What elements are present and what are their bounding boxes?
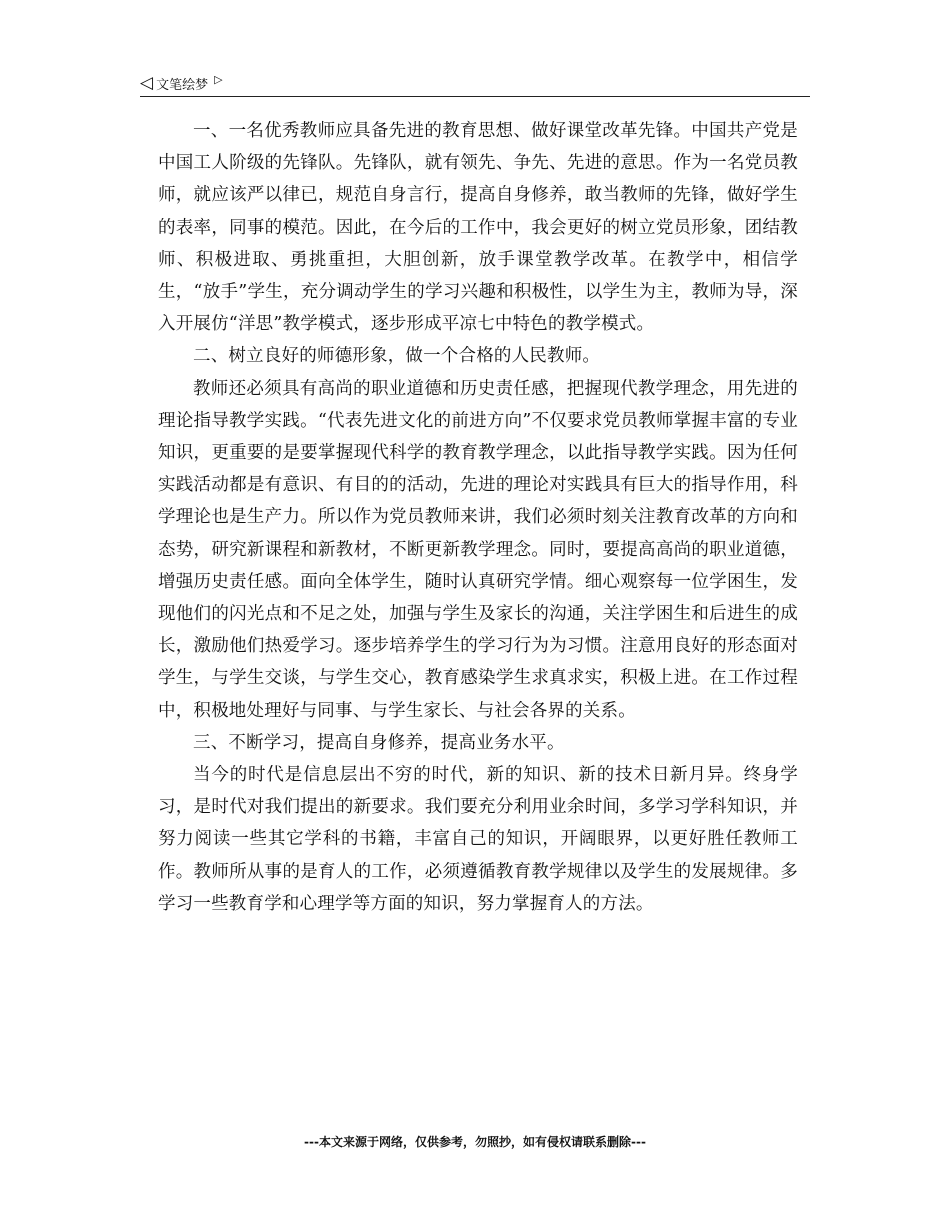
document-body	[158, 115, 798, 920]
paragraph-4-heading: 三、不断学习，提高自身修养，提高业务水平。	[193, 732, 565, 753]
paragraph-1: 一、一名优秀教师应具备先进的教育思想、做好课堂改革先锋。中国共产党是中国工人阶级的先锋队。先锋队，就有领先、争先、先进的意思。作为一名党员教师，就应该严以律已，规范自身言行，提高自身修养，敢当教师的先锋，做好学生的表率，同事的模范。因此，在今后的工作中，我会更好的树立党员形象，团结教师、积极进取、勇挑重担，大胆创新，放手课堂教学改革。在教学中，相信学生，“放手”学生，充分调动学生的学习兴趣和积极性，以学生为主，教师为导，深入开展仿“洋思”教学模式，逐步形成平凉七中特色的教学模式。	[158, 121, 798, 335]
paragraph-5: 当今的时代是信息层出不穷的时代，新的知识、新的技术日新月异。终身学习，是时代对我们提出的新要求。我们要充分利用业余时间，多学习学科知识，并努力阅读一些其它学科的书籍，丰富自己的知识，开阔眼界，以更好胜任教师工作。教师所从事的是育人的工作，必须遵循教育教学规律以及学生的发展规律。多学习一些教育学和心理学等方面的知识，努力掌握育人的方法。	[158, 765, 798, 914]
page-header	[140, 70, 810, 97]
footer-notice: ---本文来源于网络，仅供参考，勿照抄，如有侵权请联系删除---	[304, 1135, 646, 1149]
triangle-left-outline-icon: ◁	[140, 72, 154, 93]
paragraph-2-heading: 二、树立良好的师德形象，做一个合格的人民教师。	[193, 346, 601, 367]
header-brand: 文笔绘梦	[156, 77, 209, 93]
paragraph-3: 教师还必须具有高尚的职业道德和历史责任感，把握现代教学理念，用先进的理论指导教学实践。“代表先进文化的前进方向”不仅要求党员教师掌握丰富的专业知识，更重要的是要掌握现代科学的教育教学理念，以此指导教学实践。因为任何实践活动都是有意识、有目的的活动，先进的理论对实践具有巨大的指导作用，科学理论也是生产力。所以作为党员教师来讲，我们必须时刻关注教育改革的方向和态势，研究新课程和新教材，不断更新教学理念。同时，要提高高尚的职业道德，增强历史责任感。面向全体学生，随时认真研究学情。细心观察每一位学困生，发现他们的闪光点和不足之处，加强与学生及家长的沟通，关注学困生和后进生的成长，激励他们热爱学习。逐步培养学生的学习行为为习惯。注意用良好的形态面对学生，与学生交谈，与学生交心，教育感染学生求真求实，积极上进。在工作过程中，积极地处理好与同事、与学生家长、与社会各界的关系。	[158, 378, 798, 721]
triangle-right-outline-icon: ▷	[214, 72, 223, 86]
